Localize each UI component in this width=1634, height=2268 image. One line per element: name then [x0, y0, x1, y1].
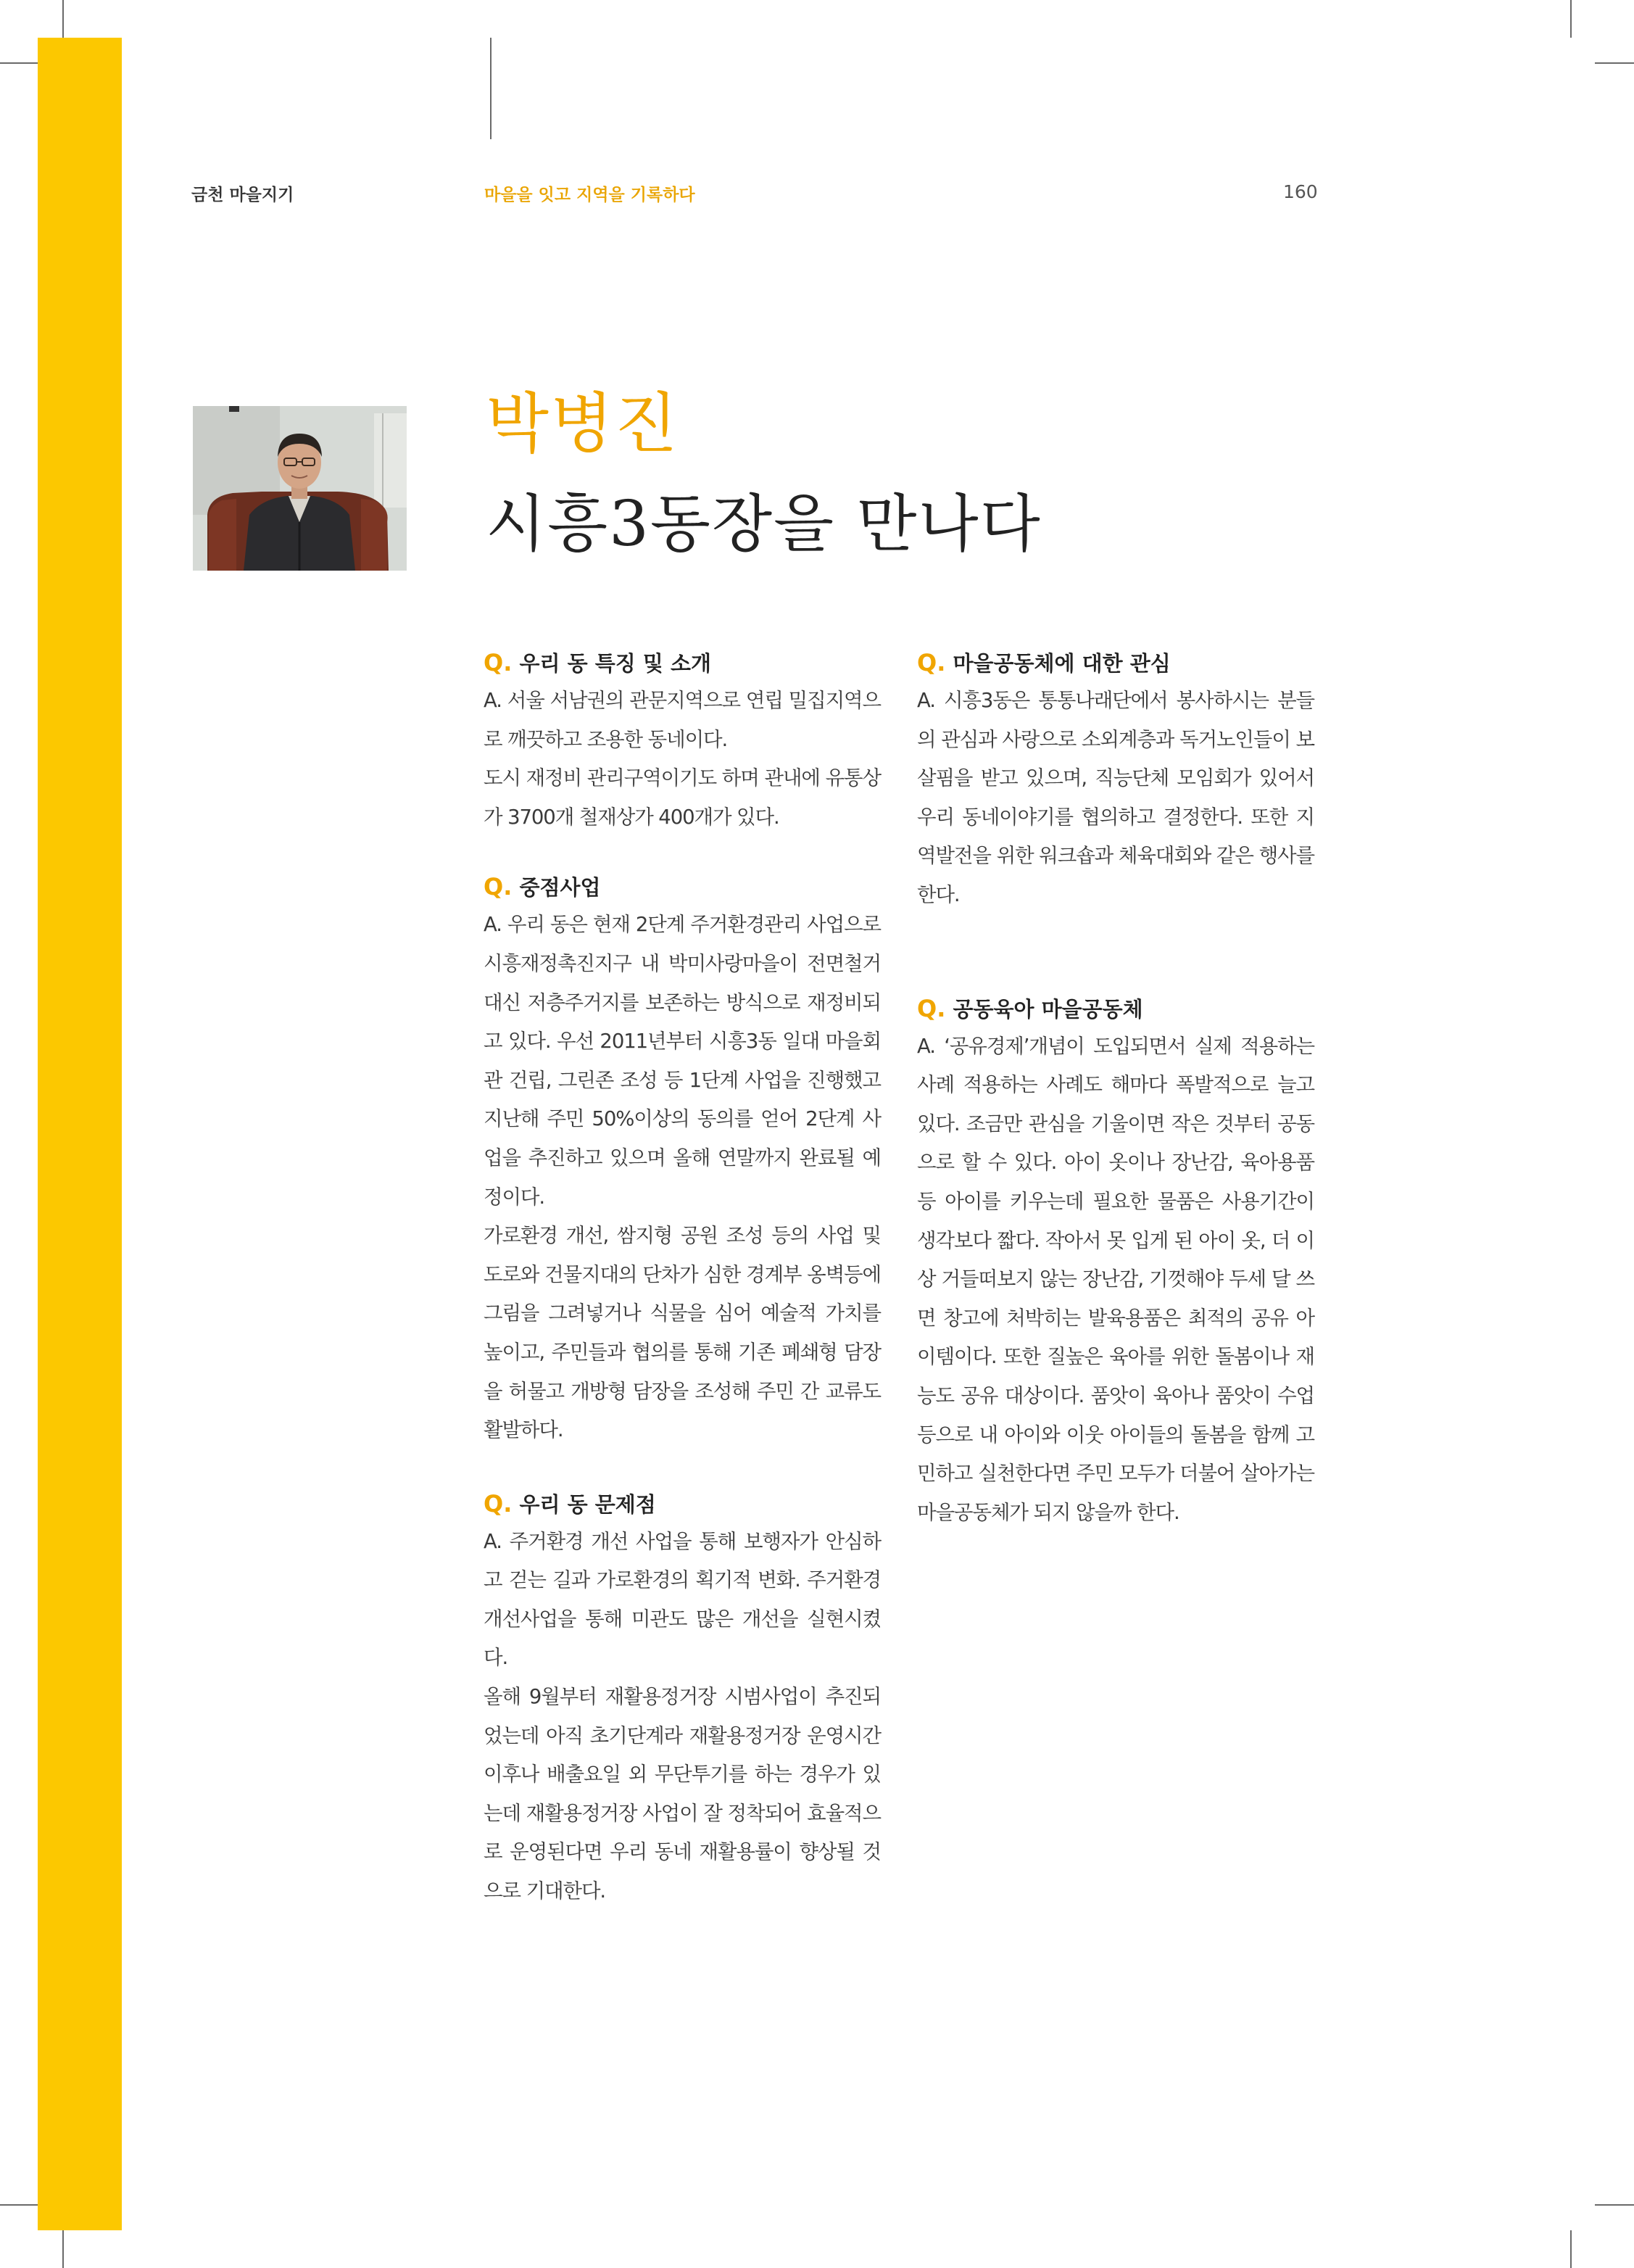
crop-mark — [490, 38, 492, 139]
q-mark: Q. — [484, 1489, 513, 1518]
q-mark: Q. — [484, 649, 513, 676]
title-name: 박병진 — [486, 386, 679, 462]
qa-section — [484, 868, 881, 1449]
answer-paragraph: 가로환경 개선, 쌈지형 공원 조성 등의 사업 및 도로와 건물지대의 단차가 심한 경계부 옹벽등에 그림을 그려넣거나 식물을 심어 예술적 가치를 높이고, 주민들과 협의를 통해 기존 폐쇄형 담장을 허물고 개방형 담장을 조성해 주민 간 교류도 활발하다. — [484, 1224, 881, 1442]
answer-text — [484, 1523, 881, 1911]
question-text: 우리 동 특징 및 소개 — [519, 651, 711, 676]
question-text: 중점사업 — [519, 875, 601, 901]
crop-mark — [1570, 2230, 1572, 2268]
answer-paragraph: A. 서울 서남권의 관문지역으로 연립 밀집지역으로 깨끗하고 조용한 동네이다. — [484, 689, 881, 751]
q-mark: Q. — [917, 994, 946, 1022]
crop-mark — [0, 62, 38, 64]
page-number: 160 — [1283, 181, 1318, 202]
answer-paragraph: A. 우리 동은 현재 2단계 주거환경관리 사업으로 시흥재정촉진지구 내 박미사랑마을이 전면철거 대신 저층주거지를 보존하는 방식으로 재정비되고 있다. 우선 2011년부터 시흥3동 일대 마을회관 건립, 그린존 조성 등 1단계 사업을 진행했고 지난해 주민 50%이상의 동의를 얻어 2단계 사업을 추진하고 있으며 올해 연말까지 완료될 예정이다. — [484, 913, 881, 1209]
question-heading — [484, 1485, 881, 1523]
right-column — [917, 644, 1314, 1532]
crop-mark — [62, 2230, 64, 2268]
crop-mark — [1595, 62, 1634, 64]
question-text: 우리 동 문제점 — [519, 1491, 656, 1517]
crop-mark — [1595, 2204, 1634, 2206]
crop-mark — [1570, 0, 1572, 38]
answer-text — [917, 1027, 1314, 1533]
answer-paragraph: A. ‘공유경제’개념이 도입되면서 실제 적용하는 사례 적용하는 사례도 해마다 폭발적으로 늘고 있다. 조금만 관심을 기울이면 작은 것부터 공동으로 할 수 있다. 아이 옷이나 장난감, 육아용품 등 아이를 키우는데 필요한 물품은 사용기간이 생각보다 짧다. 작아서 못 입게 된 아이 옷, 더 이상 거들떠보지 않는 장난감, 기껏해야 두세 달 쓰면 창고에 처박히는 발육용품은 최적의 공유 아이템이다. 또한 질높은 육아를 위한 돌봄이나 재능도 공유 대상이다. 품앗이 육아나 품앗이 수업 등으로 내 아이와 이웃 아이들의 돌봄을 함께 고민하고 실천한다면 주민 모두가 더불어 살아가는 마을공동체가 되지 않을까 한다. — [917, 1034, 1314, 1524]
answer-paragraph: 올해 9월부터 재활용정거장 시범사업이 추진되었는데 아직 초기단계라 재활용정거장 운영시간 이후나 배출요일 외 무단투기를 하는 경우가 있는데 재활용정거장 사업이 잘 정착되어 효율적으로 운영된다면 우리 동네 재활용률이 향상될 것으로 기대한다. — [484, 1685, 881, 1903]
question-heading — [917, 990, 1314, 1027]
q-mark: Q. — [484, 873, 513, 901]
question-heading — [917, 644, 1314, 682]
answer-text — [917, 682, 1314, 915]
answer-text — [484, 906, 881, 1449]
q-mark: Q. — [917, 649, 946, 676]
answer-paragraph: A. 주거환경 개선 사업을 통해 보행자가 안심하고 걷는 길과 가로환경의 획기적 변화. 주거환경 개선사업을 통해 미관도 많은 개선을 실현시켰다. — [484, 1529, 881, 1670]
question-heading — [484, 644, 881, 682]
title-main: 시흥3동장을 만나다 — [486, 488, 1042, 560]
question-text: 공동육아 마을공동체 — [953, 996, 1143, 1022]
qa-section — [484, 1485, 881, 1911]
answer-paragraph: 도시 재정비 관리구역이기도 하며 관내에 유통상가 3700개 철재상가 400개가 있다. — [484, 766, 881, 829]
crop-mark — [62, 0, 64, 38]
left-column — [484, 644, 881, 1911]
qa-section — [484, 644, 881, 837]
qa-section — [917, 644, 1314, 915]
question-heading — [484, 868, 881, 906]
answer-text — [484, 682, 881, 837]
yellow-side-bar — [38, 38, 122, 2230]
running-header-section: 금천 마을지기 — [191, 186, 294, 204]
interviewee-photo — [193, 406, 407, 571]
qa-section — [917, 990, 1314, 1533]
crop-mark — [0, 2204, 38, 2206]
answer-paragraph: A. 시흥3동은 통통나래단에서 봉사하시는 분들의 관심과 사랑으로 소외계층과 독거노인들이 보살핌을 받고 있으며, 직능단체 모임회가 있어서 우리 동네이야기를 협의하고 결정한다. 또한 지역발전을 위한 워크숍과 체육대회와 같은 행사를 한다. — [917, 689, 1314, 906]
running-header-subtitle: 마을을 잇고 지역을 기록하다 — [484, 186, 695, 204]
question-text: 마을공동체에 대한 관심 — [953, 651, 1171, 676]
